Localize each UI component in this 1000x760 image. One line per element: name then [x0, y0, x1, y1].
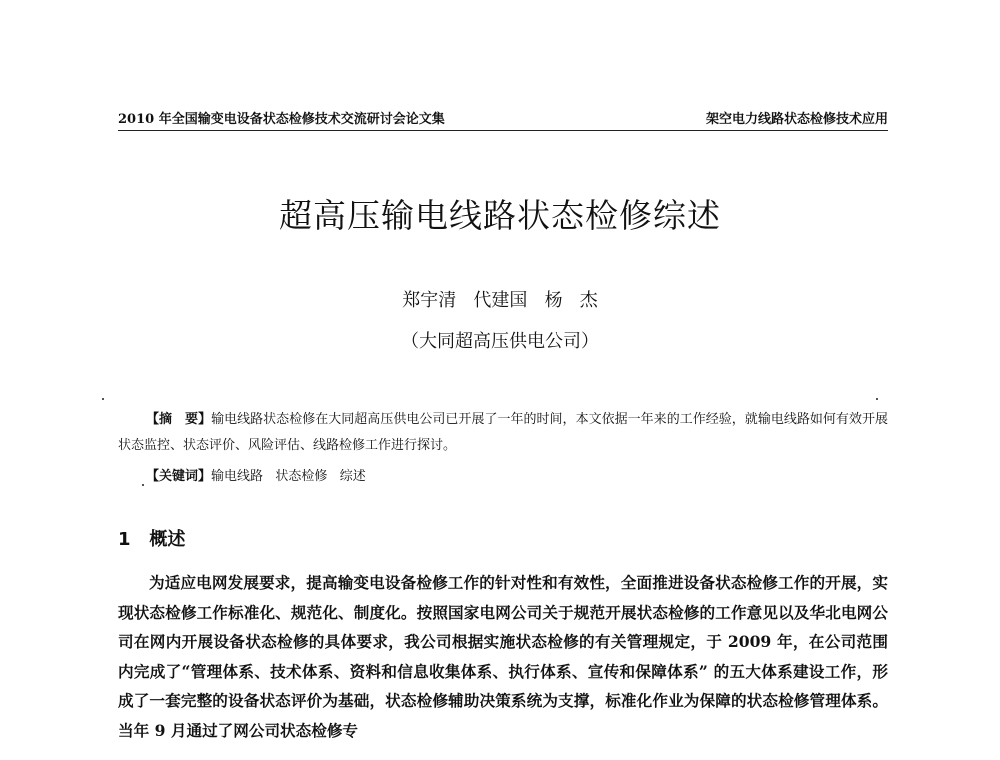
abstract-block [118, 407, 888, 459]
scan-speck [102, 398, 104, 400]
keywords-block [146, 465, 366, 484]
abstract-paragraph [118, 407, 888, 459]
running-header [118, 106, 888, 131]
section-heading [118, 525, 185, 551]
body-paragraph: 为适应电网发展要求，提高输变电设备检修工作的针对性和有效性，全面推进设备状态检修工作的开展，实现状态检修工作标准化、规范化、制度化。按照国家电网公司关于规范开展状态检修的工作意见以及华北电网公司在网内开展设备状态检修的具体要求，我公司根据实施状态检修的有关管理规定，于 2009 年，在公司范围内完成了“管理体系、技术体系、资料和信息收集体系、执行体系、宣传和保障体系” 的五大体系建设工作，形成了一套完整的设备状态评价为基础，状态检修辅助决策系统为支撑，标准化作业为保障的状态检修管理体系。当年 9 月通过了网公司状态检修专 [118, 573, 888, 740]
body-text [118, 568, 888, 745]
abstract-text: 输电线路状态检修在大同超高压供电公司已开展了一年的时间，本文依据一年来的工作经验，就输电线路如何有效开展状态监控、状态评价、风险评估、线路检修工作进行探讨。 [118, 412, 888, 453]
keywords-label: 【关键词】 [146, 469, 212, 484]
section-title: 概述 [149, 529, 186, 550]
abstract-label: 【摘 要】 [146, 412, 212, 427]
header-section-title: 架空电力线路状态检修技术应用 [705, 112, 888, 127]
keywords-text: 输电线路 状态检修 综述 [211, 469, 366, 484]
paper-affiliation: （大同超高压供电公司） [401, 331, 599, 352]
section-number: 1 [118, 529, 131, 550]
paper-authors: 郑宇清 代建国 杨 杰 [402, 290, 598, 311]
header-proceedings-title: 2010 年全国输变电设备状态检修技术交流研讨会论文集 [118, 112, 445, 127]
paper-title: 超高压输电线路状态检修综述 [279, 196, 721, 235]
scan-speck [142, 484, 144, 486]
scan-speck [876, 398, 878, 400]
